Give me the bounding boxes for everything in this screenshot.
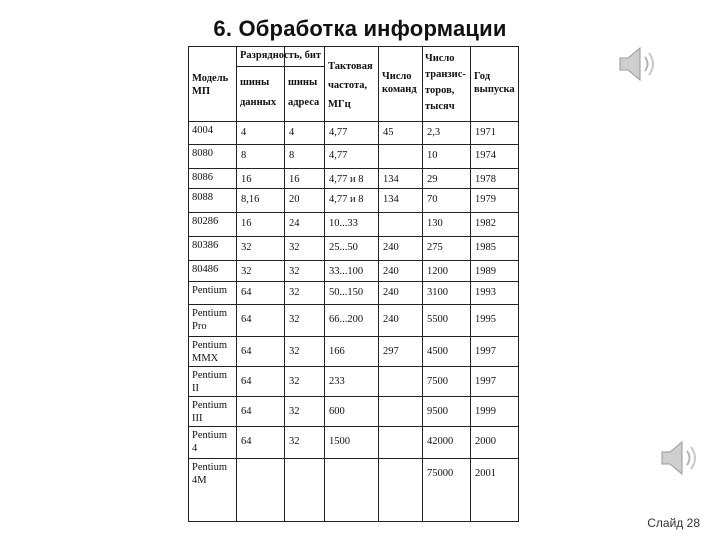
table-cell-year: 1971: [475, 127, 496, 138]
table-cell-clock: 600: [329, 406, 345, 417]
table-cell-addr: 32: [289, 314, 300, 325]
table-cell-year: 1985: [475, 242, 496, 253]
header-clock: МГц: [328, 99, 351, 110]
table-cell-data: 64: [241, 314, 252, 325]
table-cell-addr: 20: [289, 194, 300, 205]
header-transistors: тысяч: [425, 101, 455, 112]
table-cell-data: 4: [241, 127, 247, 138]
table-cell-clock: 25...50: [329, 242, 358, 253]
processor-table: [188, 46, 522, 522]
table-cell-model: 8088: [192, 192, 213, 203]
table-cell-addr: 8: [289, 150, 295, 161]
header-clock: частота,: [328, 80, 368, 91]
table-cell-model: 80286: [192, 216, 219, 227]
table-cell-model: 4: [192, 443, 198, 454]
table-cell-model: MMX: [192, 353, 219, 364]
table-cell-addr: 16: [289, 174, 300, 185]
table-cell-addr: 32: [289, 376, 300, 387]
table-cell-model: 4M: [192, 475, 207, 486]
header-bitness: Разрядность, бит: [240, 50, 322, 61]
table-cell-commands: 240: [383, 314, 399, 325]
table-cell-transistors: 2,3: [427, 127, 441, 138]
table-cell-year: 1995: [475, 314, 496, 325]
table-column-divider: [470, 46, 471, 522]
header-transistors: Число: [425, 53, 455, 64]
header-addr-bus: адреса: [288, 97, 320, 108]
table-cell-transistors: 29: [427, 174, 438, 185]
table-cell-data: 64: [241, 406, 252, 417]
table-cell-addr: 32: [289, 346, 300, 357]
table-cell-transistors: 70: [427, 194, 438, 205]
table-cell-model: Pro: [192, 321, 207, 332]
table-cell-year: 1993: [475, 287, 496, 298]
table-cell-addr: 32: [289, 436, 300, 447]
table-cell-year: 1979: [475, 194, 496, 205]
table-cell-model: 8080: [192, 148, 213, 159]
table-column-divider: [236, 46, 237, 522]
table-cell-year: 1974: [475, 150, 496, 161]
table-cell-year: 1982: [475, 218, 496, 229]
table-cell-transistors: 10: [427, 150, 438, 161]
slide-title: 6. Обработка информации: [213, 16, 507, 41]
table-cell-model: III: [192, 413, 203, 424]
table-cell-data: 64: [241, 346, 252, 357]
table-cell-data: 64: [241, 376, 252, 387]
table-cell-model: Pentium: [192, 308, 228, 319]
table-cell-transistors: 5500: [427, 314, 448, 325]
table-cell-year: 1999: [475, 406, 496, 417]
table-cell-model: Pentium: [192, 370, 228, 381]
table-column-divider: [378, 46, 379, 522]
table-row-divider: [188, 521, 519, 522]
table-cell-commands: 240: [383, 266, 399, 277]
table-column-divider: [324, 46, 325, 522]
table-cell-commands: 240: [383, 287, 399, 298]
table-row-divider: [188, 336, 519, 337]
table-cell-addr: 32: [289, 406, 300, 417]
table-row-divider: [188, 281, 519, 282]
table-cell-clock: 4,77 и 8: [329, 174, 364, 185]
table-cell-addr: 32: [289, 242, 300, 253]
slide-number: Слайд 28: [647, 516, 700, 530]
header-data-bus: данных: [240, 97, 277, 108]
table-row-divider: [188, 304, 519, 305]
table-cell-clock: 4,77 и 8: [329, 194, 364, 205]
table-cell-data: 32: [241, 242, 252, 253]
table-cell-data: 8: [241, 150, 247, 161]
table-cell-model: Pentium: [192, 285, 228, 296]
table-cell-year: 2000: [475, 436, 496, 447]
table-cell-year: 1997: [475, 376, 496, 387]
header-model: Модель: [192, 73, 229, 84]
table-cell-addr: 32: [289, 287, 300, 298]
header-transistors: торов,: [425, 85, 455, 96]
table-cell-data: 8,16: [241, 194, 260, 205]
table-cell-model: Pentium: [192, 462, 228, 473]
table-cell-clock: 33...100: [329, 266, 364, 277]
table-row-divider: [188, 144, 519, 145]
header-model: МП: [192, 86, 211, 97]
table-cell-clock: 66...200: [329, 314, 364, 325]
table-row-divider: [188, 168, 519, 169]
header-commands: Число: [382, 71, 412, 82]
table-cell-data: 64: [241, 287, 252, 298]
table-cell-transistors: 42000: [427, 436, 454, 447]
table-cell-data: 64: [241, 436, 252, 447]
table-cell-model: Pentium: [192, 340, 228, 351]
header-addr-bus: шины: [288, 77, 318, 88]
table-cell-clock: 1500: [329, 436, 350, 447]
table-cell-clock: 233: [329, 376, 345, 387]
table-cell-transistors: 4500: [427, 346, 448, 357]
table-cell-year: 1978: [475, 174, 496, 185]
table-row-divider: [188, 121, 519, 122]
header-commands: команд: [382, 84, 417, 95]
table-cell-transistors: 275: [427, 242, 443, 253]
table-cell-year: 2001: [475, 468, 496, 479]
header-transistors: транзис-: [425, 69, 466, 80]
table-cell-commands: 134: [383, 194, 399, 205]
table-cell-addr: 24: [289, 218, 300, 229]
table-cell-transistors: 1200: [427, 266, 448, 277]
table-cell-clock: 50...150: [329, 287, 364, 298]
table-cell-model: Pentium: [192, 430, 228, 441]
table-cell-commands: 134: [383, 174, 399, 185]
table-row-divider: [188, 366, 519, 367]
table-row-divider: [188, 426, 519, 427]
table-cell-transistors: 130: [427, 218, 443, 229]
table-row-divider: [188, 260, 519, 261]
header-clock: Тактовая: [328, 61, 373, 72]
table-cell-model: II: [192, 383, 199, 394]
header-data-bus: шины: [240, 77, 270, 88]
table-cell-commands: 297: [383, 346, 399, 357]
table-row-divider: [188, 458, 519, 459]
speaker-icon[interactable]: [656, 434, 704, 482]
table-cell-commands: 240: [383, 242, 399, 253]
header-year: выпуска: [474, 84, 515, 95]
table-column-divider: [518, 46, 519, 522]
table-cell-clock: 10...33: [329, 218, 358, 229]
table-cell-model: 4004: [192, 125, 213, 136]
table-row-divider: [188, 236, 519, 237]
table-cell-year: 1989: [475, 266, 496, 277]
table-row-divider: [188, 188, 519, 189]
table-cell-data: 16: [241, 174, 252, 185]
table-cell-model: 8086: [192, 172, 213, 183]
table-column-divider: [284, 46, 285, 522]
table-cell-transistors: 9500: [427, 406, 448, 417]
table-cell-model: Pentium: [192, 400, 228, 411]
table-row-divider: [188, 212, 519, 213]
table-cell-addr: 4: [289, 127, 295, 138]
speaker-icon[interactable]: [614, 40, 662, 88]
table-cell-year: 1997: [475, 346, 496, 357]
table-row-divider: [236, 66, 324, 67]
table-cell-model: 80386: [192, 240, 219, 251]
table-column-divider: [422, 46, 423, 522]
table-cell-transistors: 7500: [427, 376, 448, 387]
header-year: Год: [474, 71, 491, 82]
table-column-divider: [188, 46, 189, 522]
table-cell-data: 32: [241, 266, 252, 277]
table-row-divider: [188, 396, 519, 397]
table-cell-transistors: 3100: [427, 287, 448, 298]
table-cell-model: 80486: [192, 264, 219, 275]
table-cell-clock: 4,77: [329, 150, 348, 161]
table-row-divider: [188, 46, 519, 47]
table-cell-commands: 45: [383, 127, 394, 138]
table-cell-clock: 166: [329, 346, 345, 357]
table-cell-clock: 4,77: [329, 127, 348, 138]
table-cell-data: 16: [241, 218, 252, 229]
table-cell-addr: 32: [289, 266, 300, 277]
table-cell-transistors: 75000: [427, 468, 454, 479]
